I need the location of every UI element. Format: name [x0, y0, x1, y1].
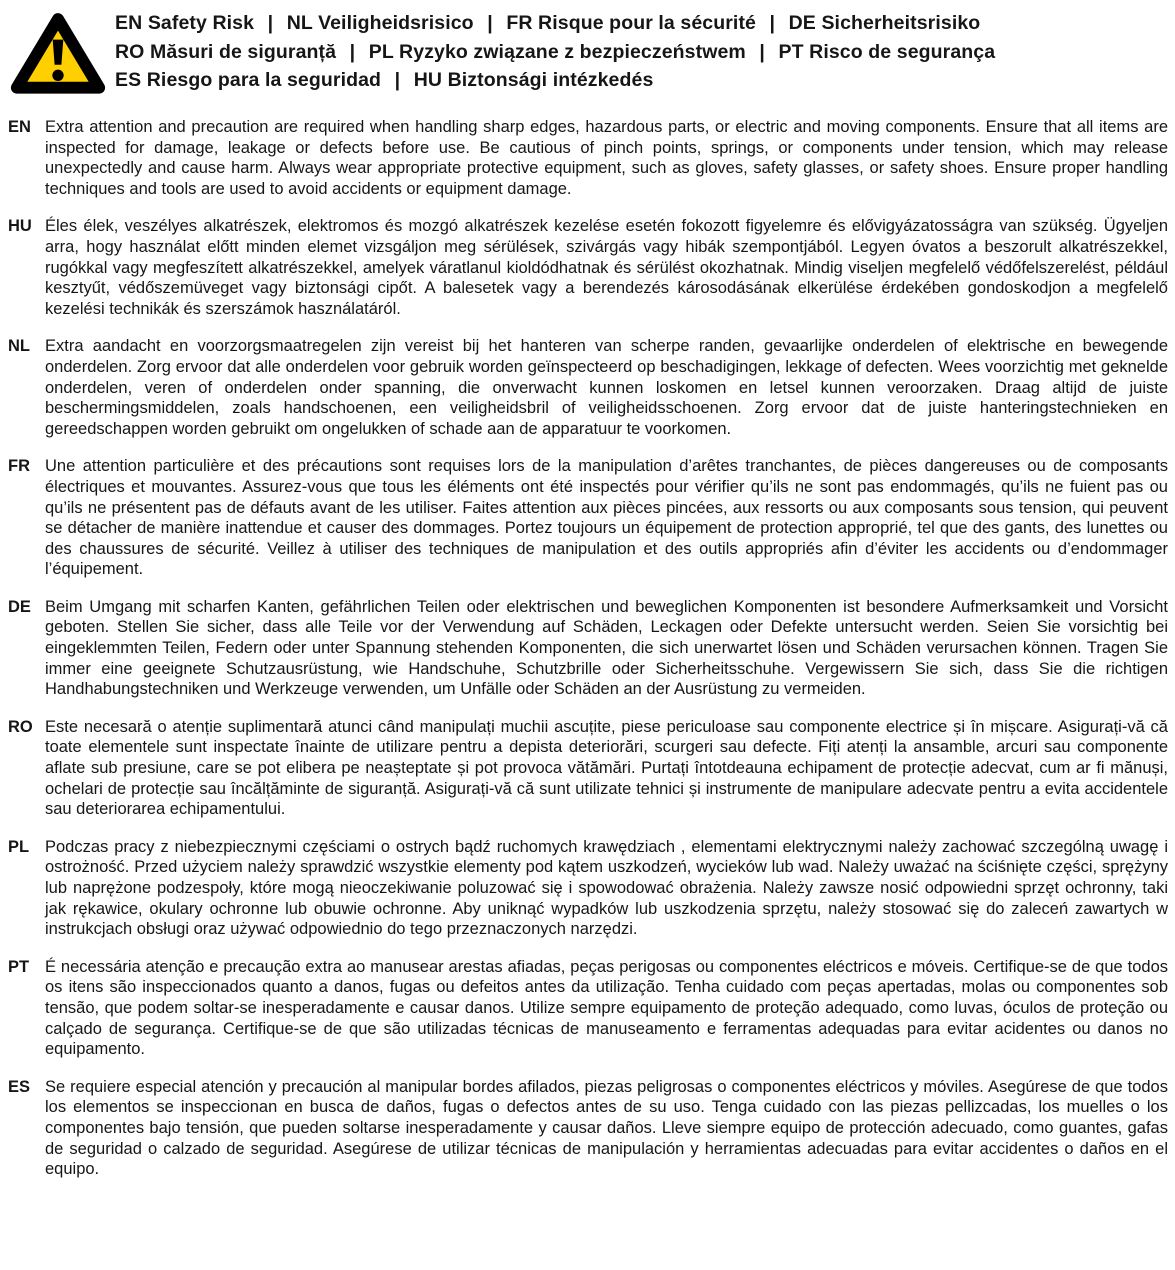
exclamation-dot — [52, 70, 63, 81]
section-code-de: DE — [8, 597, 31, 616]
header-separator: | — [759, 40, 765, 63]
header-lang-nl — [287, 12, 474, 34]
header-titles — [115, 8, 995, 95]
header-lang-pl — [369, 41, 746, 63]
section-code-es: ES — [8, 1077, 31, 1096]
lang-code: PL — [368, 40, 394, 63]
section-code-pt: PT — [8, 957, 30, 976]
lang-title: Veiligheidsrisico — [318, 12, 474, 34]
section-text-pt: É necessária atenção e precaução extra ao manusear arestas afiadas, peças perigosas ou componentes eléctricos e móveis. Certifique-se de que todos os itens são inspeccionados quanto a danos, fugas ou defeitos antes da utilização. Tenha cuidado com peças apertadas, molas ou componentes sob tensão, que podem soltar-se inesperadamente e causar danos. Utilize sempre equipamento de proteção adequado, como luvas, óculos de proteção ou calçado de segurança. Certifique-se de que são utilizadas técnicas de manuseamento e ferramentas adequadas para evitar acidentes ou danos no equipamento. — [45, 957, 1168, 1059]
section-text-fr: Une attention particulière et des précautions sont requises lors de la manipulation d’arêtes tranchantes, de pièces dangereuses ou de composants électriques et mouvantes. Assurez-vous que tous les éléments ont été inspectés pour vérifier qu’ils ne sont pas endommagés, qu’ils ne fuient pas ou qu’ils ne présentent pas de défauts avant de les utiliser. Faites attention aux pièces pincées, aux ressorts ou aux composants sous tension, qui peuvent se détacher de manière inattendue et causer des dommages. Portez toujours un équipement de protection approprié, tel que des gants, des lunettes ou des chaussures de sécurité. Veillez à utiliser des techniques de manipulation et des outils appropriés afin d’éviter les accidents ou d’endommager l’équipement. — [45, 457, 1168, 579]
header-lang-es — [115, 69, 381, 91]
header-lang-fr — [506, 12, 756, 34]
warning-triangle-icon — [8, 8, 106, 100]
header-lang-hu — [414, 69, 654, 91]
section-code-nl: NL — [8, 337, 30, 356]
document-header — [8, 8, 1168, 100]
header-lang-en — [115, 12, 254, 34]
section-text-de: Beim Umgang mit scharfen Kanten, gefährlichen Teilen oder elektrischen und beweglichen Komponenten ist besondere Aufmerksamkeit und Vorsicht geboten. Stellen Sie sicher, dass alle Teile vor der Verwendung auf Schäden, Leckagen oder Defekte untersucht werden. Seien Sie vorsichtig bei eingeklemmten Teilen, Federn oder unter Spannung stehenden Komponenten, die sich unerwartet lösen und Schäden verursachen können. Tragen Sie immer eine geeignete Schutzausrüstung, wie Handschuhe, Schutzbrille oder Sicherheitsschuhe. Vergewissern Sie sich, dass Sie die richtigen Handhabungstechniken und Werkzeuge verwenden, um Unfälle oder Schäden an der Ausrüstung zu vermeiden. — [45, 597, 1168, 699]
section-code-en: EN — [8, 118, 31, 136]
lang-title: Safety Risk — [147, 12, 255, 34]
lang-title: Riesgo para la seguridad — [146, 69, 382, 91]
section-code-pl: PL — [8, 837, 30, 856]
section-text-ro: Este necesară o atenție suplimentară atunci când manipulați muchii ascuțite, piese periculoase sau componente electrice și în mișcare. Asigurați-vă că toate elementele sunt inspectate înainte de utilizare pentru a depista deteriorări, scurgeri sau defecte. Fiți atenți la ansamble, arcuri sau componente aflate sub presiune, care se pot elibera pe neașteptate și pot provoca vătămări. Purtați întotdeauna echipament de protecție adecvat, cum ar fi mănuși, ochelari de protecție sau încălțăminte de siguranță. Asigurați-vă că sunt utilizate tehnici și instrumente de manipulare adecvate pentru a evita accidentele sau deteriorarea echipamentului. — [45, 717, 1168, 819]
section-code-fr: FR — [8, 457, 30, 476]
section-text-es: Se requiere especial atención y precaución al manipular bordes afilados, piezas peligrosas o componentes eléctricos y móviles. Asegúrese de que todos los elementos se inspeccionan en busca de daños, fugas o defectos antes de su uso. Tenga cuidado con las piezas pellizcadas, los muelles o los componentes bajo tensión, que pueden soltarse inesperadamente y causar daños. Lleve siempre equipo de protección adecuado, como guantes, gafas de seguridad o calzado de seguridad. Asegúrese de utilizar técnicas de manipulación y herramientas adecuadas para evitar accidentes o daños en el equipo. — [45, 1077, 1168, 1179]
section-es — [8, 1077, 1168, 1180]
header-separator: | — [349, 40, 356, 63]
lang-code: DE — [788, 12, 816, 34]
header-line-1 — [115, 9, 995, 38]
lang-code: PT — [778, 40, 804, 63]
lang-code: HU — [413, 69, 443, 91]
header-separator: | — [769, 12, 776, 34]
lang-title: Biztonsági intézkedés — [447, 69, 654, 91]
lang-title: Risco de segurança — [809, 40, 996, 63]
header-line-2 — [115, 38, 995, 67]
section-text-nl: Extra aandacht en voorzorgsmaatregelen zijn vereist bij het hanteren van scherpe randen, gevaarlijke onderdelen of elektrische en bewegende onderdelen. Zorg ervoor dat alle onderdelen voor gebruik worden geïnspecteerd op beschadigingen, lekkage of defecten. Wees voorzichtig met geknelde onderdelen, veren of onderdelen onder spanning, die onverwacht kunnen loskomen en letsel kunnen veroorzaken. Draag altijd de juiste beschermingsmiddelen, zoals handschoenen, een veiligheidsbril of veiligheidsschoenen. Zorg ervoor dat de juiste hanteringstechnieken en gereedschappen worden gebruikt om ongelukken of schade aan de apparatuur te voorkomen. — [45, 337, 1168, 438]
header-separator: | — [487, 12, 493, 34]
header-separator: | — [267, 12, 274, 34]
section-de — [8, 597, 1168, 700]
section-text-en: Extra attention and precaution are required when handling sharp edges, hazardous parts, or electric and moving components. Ensure that all items are inspected for damage, leakage or defects before use. Be cautious of pinch points, springs, or components under tension, which may release unexpectedly and cause harm. Always wear appropriate protective equipment, such as gloves, safety glasses, or safety shoes. Ensure proper handling techniques and tools are used to avoid accidents or equipment damage. — [45, 118, 1168, 198]
lang-code: EN — [115, 12, 143, 34]
safety-text-body — [8, 117, 1168, 1180]
section-text-pl: Podczas pracy z niebezpiecznymi częściami o ostrych bądź ruchomych krawędziach , elementami elektrycznymi należy zachować szczególną uwagę i ostrożność. Przed użyciem należy sprawdzić wszystkie elementy pod kątem uszkodzeń, wycieków lub wad. Należy uważać na ściśnięte części, sprężyny lub naprężone podzespoły, które mogą nieoczekiwanie poluzować się i spowodować obrażenia. Należy zawsze nosić odpowiedni sprzęt ochronny, taki jak rękawice, okulary ochronne lub obuwie ochronne. Aby uniknąć wypadków lub uszkodzenia sprzętu, należy stosować się do zaleceń zawartych w instrukcjach obsługi oraz używać odpowiednio do tego przeznaczonych narzędzi. — [45, 837, 1168, 939]
section-fr — [8, 456, 1168, 580]
section-ro — [8, 717, 1168, 820]
lang-code: NL — [286, 12, 313, 34]
lang-code: RO — [115, 40, 145, 63]
lang-code: ES — [115, 69, 142, 91]
header-separator: | — [394, 69, 401, 91]
lang-title: Măsuri de siguranță — [149, 40, 337, 63]
header-line-3 — [115, 66, 995, 95]
warning-triangle-svg — [10, 9, 106, 95]
header-lang-ro — [115, 41, 336, 63]
section-en — [8, 117, 1168, 199]
section-code-ro: RO — [8, 717, 33, 736]
header-lang-de — [789, 12, 981, 34]
section-nl — [8, 336, 1168, 439]
lang-title: Sicherheitsrisiko — [821, 12, 981, 34]
header-lang-pt — [779, 41, 996, 63]
lang-title: Ryzyko związane z bezpieczeństwem — [399, 40, 746, 63]
lang-code: FR — [506, 12, 533, 34]
section-text-hu: Éles élek, veszélyes alkatrészek, elektromos és mozgó alkatrészek kezelése esetén fokozott figyelemre és elővigyázatosságra van szükség. Ügyeljen arra, hogy használat előtt minden elemet vizsgáljon meg sérülések, szivárgás vagy hibák szempontjából. Legyen óvatos a beszorult alkatrészekkel, rugókkal vagy megfeszített alkatrészekkel, amelyek váratlanul kioldódhatnak és sérülést okozhatnak. Mindig viseljen megfelelő védőfelszerelést, például kesztyűt, védőszemüveget vagy biztonsági cipőt. A balesetek vagy a berendezés károsodásának elkerülése érdekében gondoskodjon a megfelelő kezelési technikák és szerszámok használatáról. — [45, 217, 1168, 318]
section-code-hu: HU — [8, 217, 32, 236]
section-pl — [8, 837, 1168, 940]
lang-title: Risque pour la sécurité — [538, 12, 756, 34]
section-pt — [8, 957, 1168, 1060]
section-hu — [8, 216, 1168, 319]
